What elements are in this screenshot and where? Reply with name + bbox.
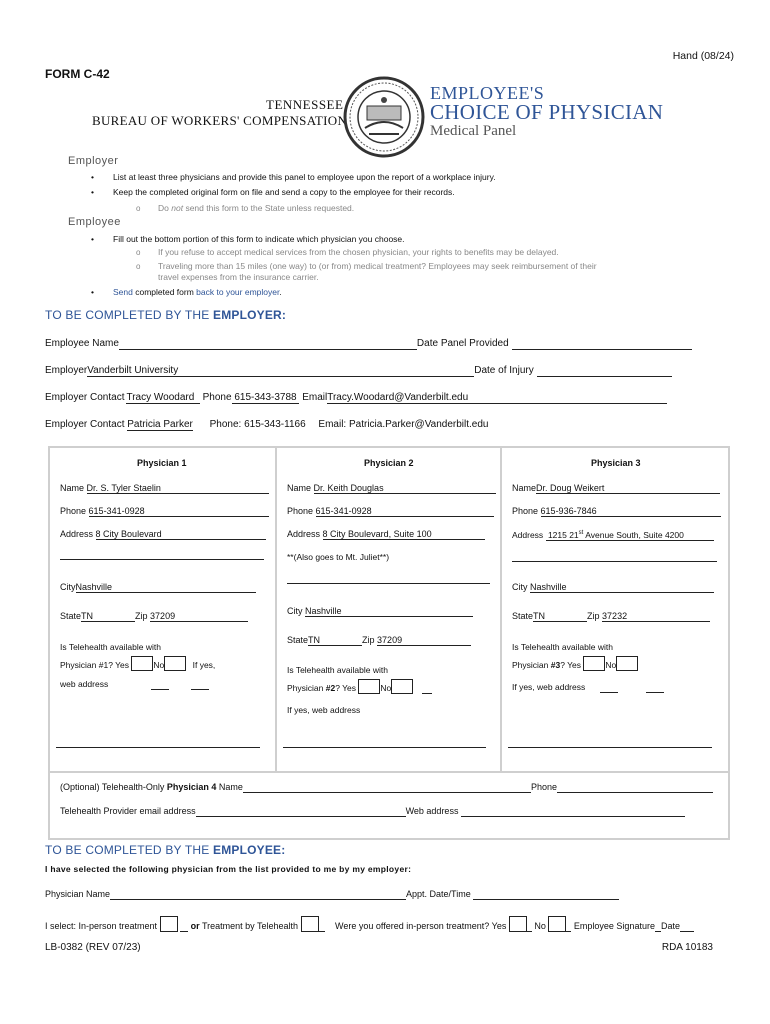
- state-label: State: [60, 611, 82, 621]
- physician-3-address-line2[interactable]: [512, 561, 717, 562]
- form-id: FORM C-42: [45, 67, 110, 81]
- physician-2-zip-field[interactable]: [377, 635, 471, 646]
- physician-1-zip-field[interactable]: [150, 611, 248, 622]
- physician-3-header: Physician 3: [591, 458, 641, 468]
- address-post: Avenue South, Suite 4200: [583, 530, 684, 540]
- contact1-email-label: Email: [302, 392, 328, 403]
- employee-physician-name-field[interactable]: [110, 889, 406, 900]
- select-label: I select: In-person treatment: [45, 921, 158, 931]
- sub-not: not: [171, 203, 184, 213]
- web-label: web address: [60, 679, 109, 689]
- hand-code: Hand (08/24): [672, 50, 734, 62]
- physician-1-name: Dr. S. Tyler Staelin: [86, 483, 161, 493]
- signature-label: Employee Signature: [573, 921, 655, 931]
- physician-3-state-field[interactable]: [533, 611, 587, 622]
- tele-q2-pre: Physician: [287, 683, 326, 693]
- physician-name-label: Physician Name: [45, 889, 111, 899]
- physician-3-city: Nashville: [530, 582, 567, 592]
- physician-1-tele-yes-checkbox[interactable]: [131, 656, 153, 671]
- optional-pre: (Optional) Telehealth-Only: [60, 782, 167, 792]
- physician-2-phone-row: [287, 506, 494, 517]
- title-line3: Medical Panel: [430, 123, 517, 139]
- optional-physician-name-field[interactable]: [243, 782, 531, 793]
- physician-2-phone: 615-341-0928: [315, 506, 372, 516]
- physician-3-sign-line[interactable]: [508, 747, 712, 748]
- employee-section-heading: [45, 843, 285, 857]
- title-line1: EMPLOYEE'S: [430, 83, 545, 103]
- physician-2-address-line2[interactable]: [287, 583, 490, 584]
- zip-label: Zip: [362, 635, 375, 645]
- physician-1-web-field-a[interactable]: [151, 679, 169, 690]
- physician-2-tele-q1: Is Telehealth available with: [287, 665, 388, 675]
- tele-label: Treatment by Telehealth: [201, 921, 299, 931]
- physician-1-address-row: [60, 529, 266, 540]
- city-label: City: [60, 582, 76, 592]
- physician-1-name-row: [60, 483, 269, 494]
- web-label: If yes, web address: [512, 682, 586, 692]
- employer-section-heading: [45, 308, 286, 322]
- in-person-blank[interactable]: [180, 921, 188, 932]
- physician-1-city: Nashville: [75, 582, 113, 592]
- physician-2-city-row: [287, 606, 473, 617]
- tele-q2-pre: Physician: [512, 660, 551, 670]
- in-person-checkbox[interactable]: [160, 916, 178, 932]
- sub-prefix: Do: [158, 203, 169, 213]
- physician-3-phone-field[interactable]: [541, 506, 721, 517]
- offered-yes-checkbox[interactable]: [509, 916, 527, 932]
- physician-1-state: TN: [81, 611, 94, 621]
- employer-instruction-1: • List at least three physicians and provide this panel to employee upon the report of a workplace injury.: [113, 172, 496, 182]
- employee-instruction-2: [113, 287, 282, 297]
- phone-label: Phone: [287, 506, 314, 516]
- physician-2-phone-field[interactable]: [316, 506, 494, 517]
- physician-2-zip: 37209: [377, 635, 403, 645]
- physician-1-phone-row: [60, 506, 269, 517]
- state-name: TENNESSEE: [266, 97, 344, 112]
- physician-3-tele-q1: Is Telehealth available with: [512, 642, 613, 652]
- table-mid-border: [48, 771, 730, 773]
- physician-3-state-row: [512, 611, 710, 622]
- employee-instruction-1: • Fill out the bottom portion of this form to indicate which physician you choose.: [113, 234, 405, 244]
- employer-sub-instruction: [158, 203, 354, 213]
- employee-sub-2b: travel expenses from the insurance carrier.: [158, 272, 319, 282]
- address-pre: 1215 21: [547, 530, 579, 540]
- name-label: Name: [60, 483, 85, 493]
- optional-bold: Physician 4: [166, 782, 217, 792]
- employer-field[interactable]: [87, 365, 474, 377]
- physician-3-zip-field[interactable]: [602, 611, 710, 622]
- send-mid: completed form: [132, 287, 197, 297]
- employer-value: Vanderbilt University: [87, 365, 179, 376]
- telehealth-blank[interactable]: [319, 921, 325, 932]
- employee-heading: Employee: [68, 216, 121, 228]
- physician-3-tele-row: [512, 656, 638, 671]
- physician-3-web-field-b[interactable]: [646, 682, 664, 693]
- contact1-phone-label: Phone: [202, 392, 232, 403]
- physician-2-city-field[interactable]: [305, 606, 473, 617]
- sub-rest: send this form to the State unless requested.: [185, 203, 355, 213]
- name-label: Name: [287, 483, 312, 493]
- appt-field[interactable]: [473, 889, 619, 900]
- physician-1-phone-field[interactable]: [89, 506, 269, 517]
- bureau-name: BUREAU OF WORKERS' COMPENSATION: [92, 113, 348, 128]
- address-sup: st: [578, 530, 584, 537]
- table-divider-1: [275, 446, 277, 772]
- table-bottom-border: [48, 838, 730, 840]
- no-label: No: [153, 660, 165, 670]
- table-left-border: [48, 446, 50, 840]
- physician-3-web-row: [512, 682, 664, 693]
- address-label: Address: [60, 529, 94, 539]
- physician-3-state: TN: [533, 611, 546, 621]
- heading-emph: EMPLOYEE:: [212, 843, 286, 857]
- optional-physician-row: [60, 782, 713, 793]
- no-label: No: [380, 683, 392, 693]
- physician-2-state-field[interactable]: [308, 635, 362, 646]
- physician-2-name: Dr. Keith Douglas: [313, 483, 384, 493]
- employer-label: Employer: [45, 365, 88, 376]
- physician-2-tele-row: [287, 679, 432, 694]
- tele-q2-num: #2: [325, 683, 336, 693]
- physician-2-tele-blank[interactable]: [422, 683, 432, 694]
- table-divider-2: [500, 446, 502, 772]
- name-label: Name: [512, 483, 537, 493]
- contact1-label: Employer Contact: [45, 392, 125, 403]
- date-panel-label: Date Panel Provided: [416, 338, 509, 349]
- appt-label: Appt. Date/Time: [406, 889, 471, 899]
- contact2-name[interactable]: Patricia Parker: [127, 419, 193, 430]
- phone-label: Phone: [60, 506, 87, 516]
- physician-2-tele-no-checkbox[interactable]: [391, 679, 413, 694]
- physician-2-tele-yes-checkbox[interactable]: [358, 679, 380, 694]
- offered-no-blank[interactable]: [566, 921, 571, 932]
- telehealth-checkbox[interactable]: [301, 916, 319, 932]
- contact2-email: Email: Patricia.Parker@Vanderbilt.edu: [318, 419, 489, 430]
- employee-physician-row: [45, 889, 619, 900]
- physician-3-name: Dr. Doug Weikert: [536, 483, 605, 493]
- physician-2-address-field[interactable]: [323, 529, 485, 540]
- employee-name-field[interactable]: [119, 338, 417, 350]
- physician-2-web-label: If yes, web address: [287, 705, 361, 715]
- date-injury-label: Date of Injury: [474, 365, 534, 376]
- physician-3-phone-row: [512, 506, 721, 517]
- date-label: Date: [660, 921, 680, 931]
- contact1-phone-field[interactable]: [232, 392, 300, 404]
- zip-label: Zip: [587, 611, 600, 621]
- optional-phone-label: Phone: [530, 782, 557, 792]
- state-label: State: [512, 611, 534, 621]
- physician-3-zip: 37232: [602, 611, 628, 621]
- physician-3-tele-no-checkbox[interactable]: [616, 656, 638, 671]
- tele-q2-post: ? Yes: [335, 683, 357, 693]
- offered-no-checkbox[interactable]: [548, 916, 566, 932]
- optional-web-field[interactable]: [461, 806, 685, 817]
- physician-1-address-field[interactable]: [96, 529, 266, 540]
- zip-label: Zip: [135, 611, 148, 621]
- heading-emph: EMPLOYER:: [212, 308, 287, 322]
- table-right-border: [728, 446, 730, 840]
- employee-sub-2a: o Traveling more than 15 miles (one way) to (or from) medical treatment? Employees may seek reimbursement of their: [158, 261, 597, 271]
- physician-2-name-field[interactable]: [314, 483, 496, 494]
- employee-sub-1: o If you refuse to accept medical services from the chosen physician, your rights to benefits may be delayed.: [158, 247, 559, 257]
- send-period: .: [279, 287, 282, 297]
- optional-web-label: Web address: [405, 806, 459, 816]
- physician-1-city-row: [60, 582, 256, 593]
- no-label: No: [605, 660, 617, 670]
- state-seal-icon: [343, 76, 425, 158]
- offered-yes-blank[interactable]: [527, 921, 532, 932]
- contact2-phone: Phone: 615-343-1166: [209, 419, 306, 430]
- send-end: back to your employer: [196, 287, 280, 297]
- offered-label: Were you offered in-person treatment? Yes: [335, 921, 507, 931]
- heading-prefix: TO BE COMPLETED BY THE: [45, 308, 213, 322]
- physician-1-header: Physician 1: [137, 458, 187, 468]
- optional-email-row: [60, 806, 685, 817]
- physician-3-address-field[interactable]: [546, 530, 714, 541]
- physician-2-note: **(Also goes to Mt. Juliet**): [287, 552, 390, 562]
- offered-no-label: No: [534, 921, 546, 931]
- physician-1-tele-row: [60, 656, 215, 671]
- physician-1-tele-q1: Is Telehealth available with: [60, 642, 161, 652]
- address-label: Address: [287, 529, 321, 539]
- physician-3-tele-yes-checkbox[interactable]: [583, 656, 605, 671]
- employee-name-row: [45, 338, 692, 350]
- date-field[interactable]: [680, 921, 694, 932]
- physician-2-name-row: [287, 483, 496, 494]
- title-line2: CHOICE OF PHYSICIAN: [430, 100, 664, 124]
- address-label: Address: [512, 530, 544, 540]
- send-word: Send: [113, 287, 133, 297]
- optional-post: Name: [216, 782, 243, 792]
- contact1-row: [45, 392, 667, 404]
- contact2-row: [45, 419, 488, 431]
- physician-2-state: TN: [308, 635, 321, 645]
- heading-prefix: TO BE COMPLETED BY THE: [45, 843, 213, 857]
- physician-1-address: 8 City Boulevard: [95, 529, 162, 539]
- physician-1-web-field-b[interactable]: [191, 679, 209, 690]
- contact1-name: Tracy Woodard: [126, 392, 195, 403]
- physician-1-state-row: [60, 611, 248, 622]
- physician-2-address-row: [287, 529, 485, 540]
- contact2-label: Employer Contact: [45, 419, 125, 430]
- tele-q2-num: #3: [550, 660, 561, 670]
- phone-label: Phone: [512, 506, 539, 516]
- city-label: City: [287, 606, 303, 616]
- physician-1-sign-line[interactable]: [56, 747, 260, 748]
- employee-name-label: Employee Name: [45, 338, 119, 349]
- physician-3-phone: 615-936-7846: [540, 506, 597, 516]
- physician-1-web-row: [60, 679, 209, 690]
- optional-email-label: Telehealth Provider email address: [60, 806, 196, 816]
- physician-1-tele-no-checkbox[interactable]: [164, 656, 186, 671]
- physician-1-name-field[interactable]: [87, 483, 269, 494]
- physician-2-sign-line[interactable]: [283, 747, 486, 748]
- state-label: State: [287, 635, 309, 645]
- physician-3-city-field[interactable]: [530, 582, 714, 593]
- physician-3-web-field-a[interactable]: [600, 682, 618, 693]
- employer-row: [45, 365, 672, 377]
- employer-heading: Employer: [68, 155, 119, 167]
- physician-2-city: Nashville: [305, 606, 342, 616]
- table-top-border: [48, 446, 730, 448]
- physician-2-address: 8 City Boulevard, Suite 100: [322, 529, 432, 539]
- physician-3-name-field[interactable]: [536, 483, 720, 494]
- contact1-phone: 615-343-3788: [234, 392, 297, 403]
- or-label: or: [190, 921, 200, 931]
- contact1-email-field[interactable]: [327, 392, 667, 404]
- physician-1-zip: 37209: [150, 611, 176, 621]
- employer-instruction-2: • Keep the completed original form on file and send a copy to the employee for their records.: [113, 187, 455, 197]
- physician-1-phone: 615-341-0928: [88, 506, 145, 516]
- employee-select-row: [45, 916, 694, 932]
- physician-1-address-line2[interactable]: [60, 559, 264, 560]
- if-yes: If yes,: [192, 660, 216, 670]
- city-label: City: [512, 582, 528, 592]
- physician-1-city-field[interactable]: [76, 582, 256, 593]
- date-injury-field[interactable]: [537, 365, 672, 377]
- optional-phone-field[interactable]: [557, 782, 713, 793]
- physician-2-state-row: [287, 635, 471, 646]
- physician-1-state-field[interactable]: [81, 611, 135, 622]
- date-panel-field[interactable]: [512, 338, 692, 350]
- optional-email-field[interactable]: [196, 806, 406, 817]
- employee-statement: I have selected the following physician from the list provided to me by my employer:: [45, 864, 412, 874]
- physician-2-header: Physician 2: [364, 458, 414, 468]
- physician-3-name-row: [512, 483, 720, 494]
- footer-form-number: LB-0382 (REV 07/23): [45, 942, 141, 953]
- tele-q2-post: ? Yes: [560, 660, 582, 670]
- tele-q2: Physician #1? Yes: [60, 660, 129, 670]
- physician-3-address-row: [512, 530, 714, 541]
- physician-3-city-row: [512, 582, 714, 593]
- footer-rda: RDA 10183: [661, 942, 713, 953]
- contact1-name-field[interactable]: [126, 392, 199, 404]
- contact1-email: Tracy.Woodard@Vanderbilt.edu: [327, 392, 469, 403]
